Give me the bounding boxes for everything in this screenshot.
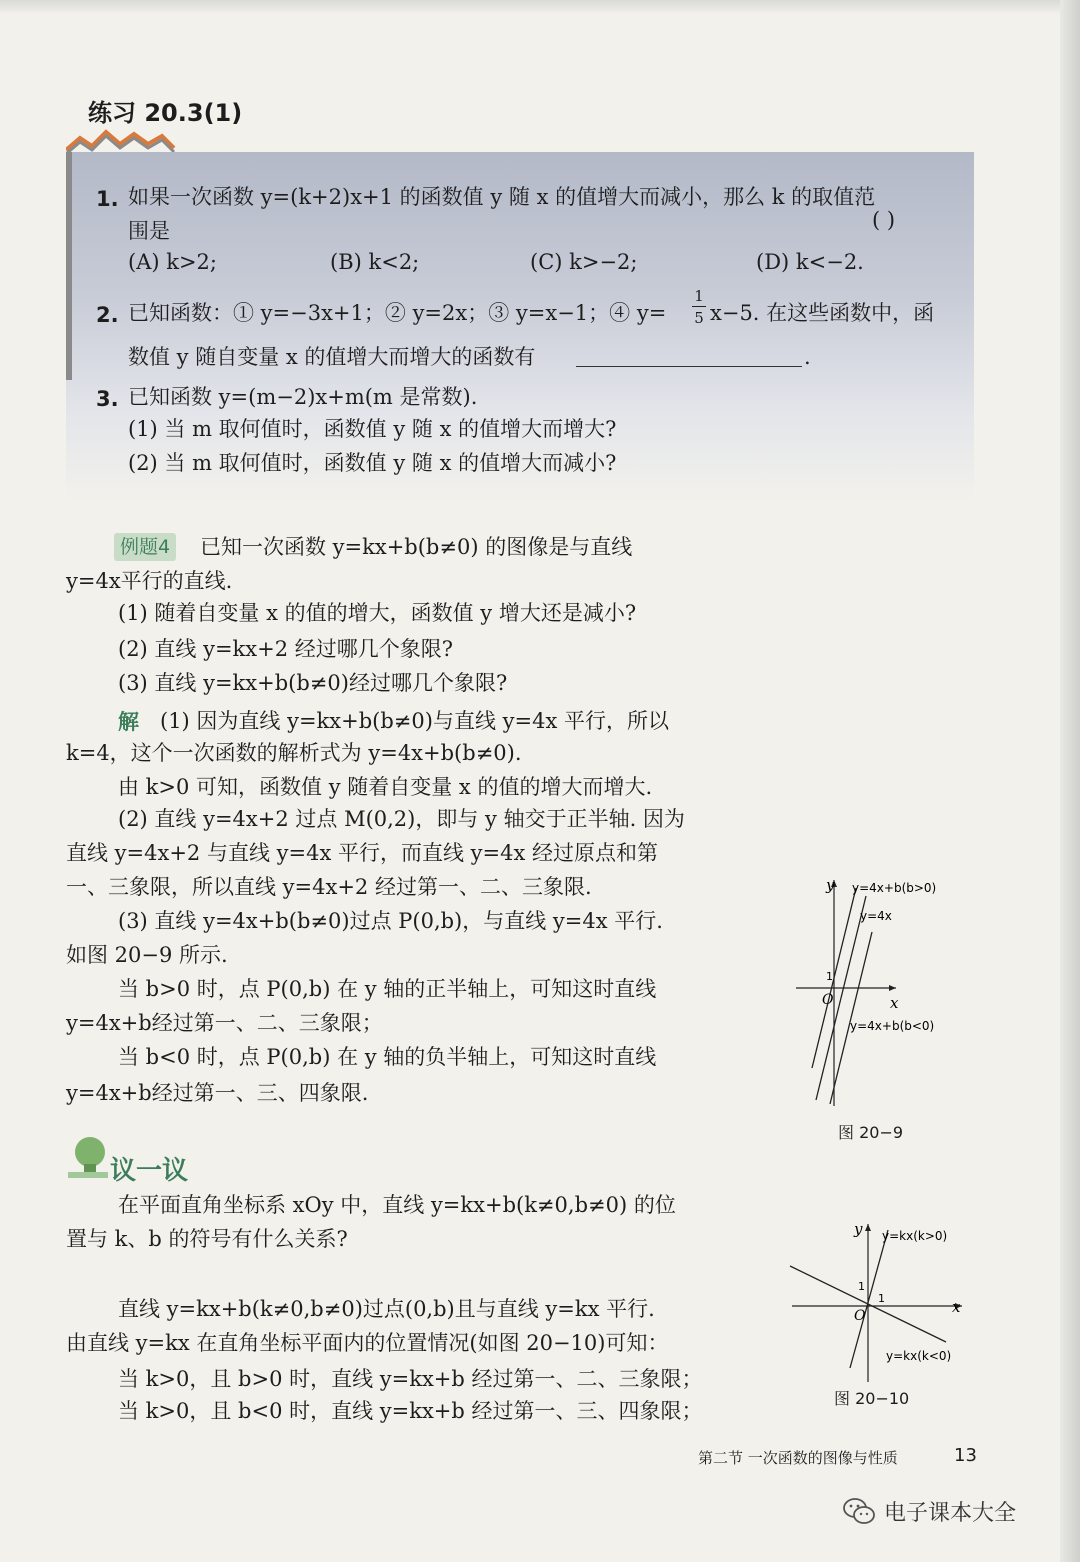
- discuss-lamp-icon: [66, 1128, 110, 1180]
- figure-20-9: [786, 868, 976, 1112]
- fig10-tick-y-label: 1: [858, 1280, 865, 1293]
- discuss-p2: 置与 k、b 的符号有什么关系?: [66, 1227, 348, 1251]
- example4-label: 例题4: [114, 533, 176, 561]
- page-top-shadow: [0, 0, 1080, 14]
- page-number: 13: [954, 1445, 977, 1466]
- q1-option-c: (C) k>−2;: [530, 250, 638, 274]
- q1-option-b: (B) k<2;: [330, 250, 420, 274]
- fig9-y-axis-label: y: [826, 876, 835, 894]
- q2-fraction-denominator: 5: [694, 309, 704, 327]
- q1-answer-paren: ( ): [872, 208, 896, 232]
- discuss-p3: 直线 y=kx+b(k≠0,b≠0)过点(0,b)且与直线 y=kx 平行.: [118, 1297, 655, 1321]
- q2-number: 2.: [96, 303, 119, 327]
- discuss-p1: 在平面直角坐标系 xOy 中，直线 y=kx+b(k≠0,b≠0) 的位: [118, 1193, 676, 1217]
- q1-line2: 围是: [128, 219, 170, 243]
- q3-sub2: (2) 当 m 取何值时，函数值 y 随 x 的值增大而减小?: [128, 451, 617, 475]
- solution-line6: 一、三象限，所以直线 y=4x+2 经过第一、二、三象限.: [66, 875, 592, 899]
- q1-option-d: (D) k<−2.: [756, 250, 864, 274]
- q3-line1: 已知函数 y=(m−2)x+m(m 是常数).: [128, 385, 478, 409]
- solution-line10: y=4x+b经过第一、二、三象限；: [66, 1011, 383, 1035]
- q2-line2-end: .: [804, 345, 811, 369]
- solution-label: 解: [118, 709, 139, 734]
- discuss-p4: 由直线 y=kx 在直角坐标平面内的位置情况(如图 20−10)可知：: [66, 1331, 669, 1355]
- q3-sub1: (1) 当 m 取何值时，函数值 y 随 x 的值增大而增大?: [128, 417, 617, 441]
- q3-number: 3.: [96, 387, 119, 411]
- solution-line9: 当 b>0 时，点 P(0,b) 在 y 轴的正半轴上，可知这时直线: [118, 977, 657, 1001]
- fig10-tick-x-label: 1: [878, 1292, 885, 1305]
- brand-watermark: 电子课本大全: [884, 1501, 1017, 1526]
- q1-line1: 如果一次函数 y=(k+2)x+1 的函数值 y 随 x 的值增大而减小，那么 k 的取值范: [128, 185, 876, 209]
- q2-fraction-bar: [692, 306, 706, 307]
- fig10-caption: 图 20−10: [834, 1389, 910, 1408]
- fig9-x-axis-label: x: [890, 994, 899, 1012]
- solution-line5: 直线 y=4x+2 与直线 y=4x 平行，而直线 y=4x 经过原点和第: [66, 841, 658, 865]
- fig10-label-bottom: y=kx(k<0): [886, 1349, 952, 1363]
- example4-line2: y=4x平行的直线.: [66, 569, 233, 593]
- fig10-origin-label: O: [854, 1308, 866, 1324]
- page-right-edge: [1060, 0, 1080, 1562]
- discuss-p5: 当 k>0，且 b>0 时，直线 y=kx+b 经过第一、二、三象限；: [118, 1367, 703, 1391]
- zigzag-decoration-icon: [66, 128, 176, 154]
- q2-line2: 数值 y 随自变量 x 的值增大而增大的函数有: [128, 345, 536, 369]
- example4-q2: (2) 直线 y=kx+2 经过哪几个象限?: [118, 637, 454, 661]
- solution-line1: (1) 因为直线 y=kx+b(b≠0)与直线 y=4x 平行，所以: [160, 709, 669, 733]
- fig9-label-bottom: y=4x+b(b<0): [850, 1019, 935, 1033]
- q2-line1-a: 已知函数：① y=−3x+1；② y=2x；③ y=x−1；④ y=: [128, 301, 667, 325]
- example4-q1: (1) 随着自变量 x 的值的增大，函数值 y 增大还是减小?: [118, 601, 637, 625]
- figure-20-10: [784, 1216, 980, 1386]
- discuss-p6: 当 k>0，且 b<0 时，直线 y=kx+b 经过第一、三、四象限；: [118, 1399, 703, 1423]
- fig10-label-top: y=kx(k>0): [882, 1229, 948, 1243]
- q1-number: 1.: [96, 187, 119, 211]
- solution-line12: y=4x+b经过第一、三、四象限.: [66, 1081, 369, 1105]
- q2-fraction-numerator: 1: [694, 287, 704, 305]
- example4-line1: 已知一次函数 y=kx+b(b≠0) 的图像是与直线: [200, 535, 633, 559]
- example4-q3: (3) 直线 y=kx+b(b≠0)经过哪几个象限?: [118, 671, 508, 695]
- exercise-side-bar: [66, 152, 72, 380]
- fig10-y-axis-label: y: [854, 1220, 863, 1238]
- footer-section-title: 第二节 一次函数的图像与性质: [698, 1449, 898, 1467]
- fig9-label-top: y=4x+b(b>0): [852, 881, 937, 895]
- solution-line7: (3) 直线 y=4x+b(b≠0)过点 P(0,b)，与直线 y=4x 平行.: [118, 909, 663, 933]
- discuss-title: 议一议: [110, 1156, 189, 1186]
- q2-line1-b: x−5. 在这些函数中，函: [710, 301, 935, 325]
- solution-line2: k=4，这个一次函数的解析式为 y=4x+b(b≠0).: [66, 741, 522, 765]
- solution-line3: 由 k>0 可知，函数值 y 随着自变量 x 的值的增大而增大.: [118, 775, 653, 799]
- fig9-caption: 图 20−9: [838, 1123, 904, 1142]
- q2-answer-blank: [576, 366, 802, 367]
- solution-line8: 如图 20−9 所示.: [66, 943, 228, 967]
- exercise-title: 练习 20.3(1): [88, 99, 243, 127]
- fig9-origin-label: O: [822, 992, 834, 1008]
- fig10-x-axis-label: x: [952, 1298, 961, 1316]
- solution-line11: 当 b<0 时，点 P(0,b) 在 y 轴的负半轴上，可知这时直线: [118, 1045, 657, 1069]
- wechat-icon: [842, 1496, 876, 1526]
- q1-option-a: (A) k>2;: [128, 250, 217, 274]
- fig9-label-mid: y=4x: [860, 909, 892, 923]
- fig9-tick-label: 1: [826, 970, 833, 983]
- solution-line4: (2) 直线 y=4x+2 过点 M(0,2)，即与 y 轴交于正半轴. 因为: [118, 807, 685, 831]
